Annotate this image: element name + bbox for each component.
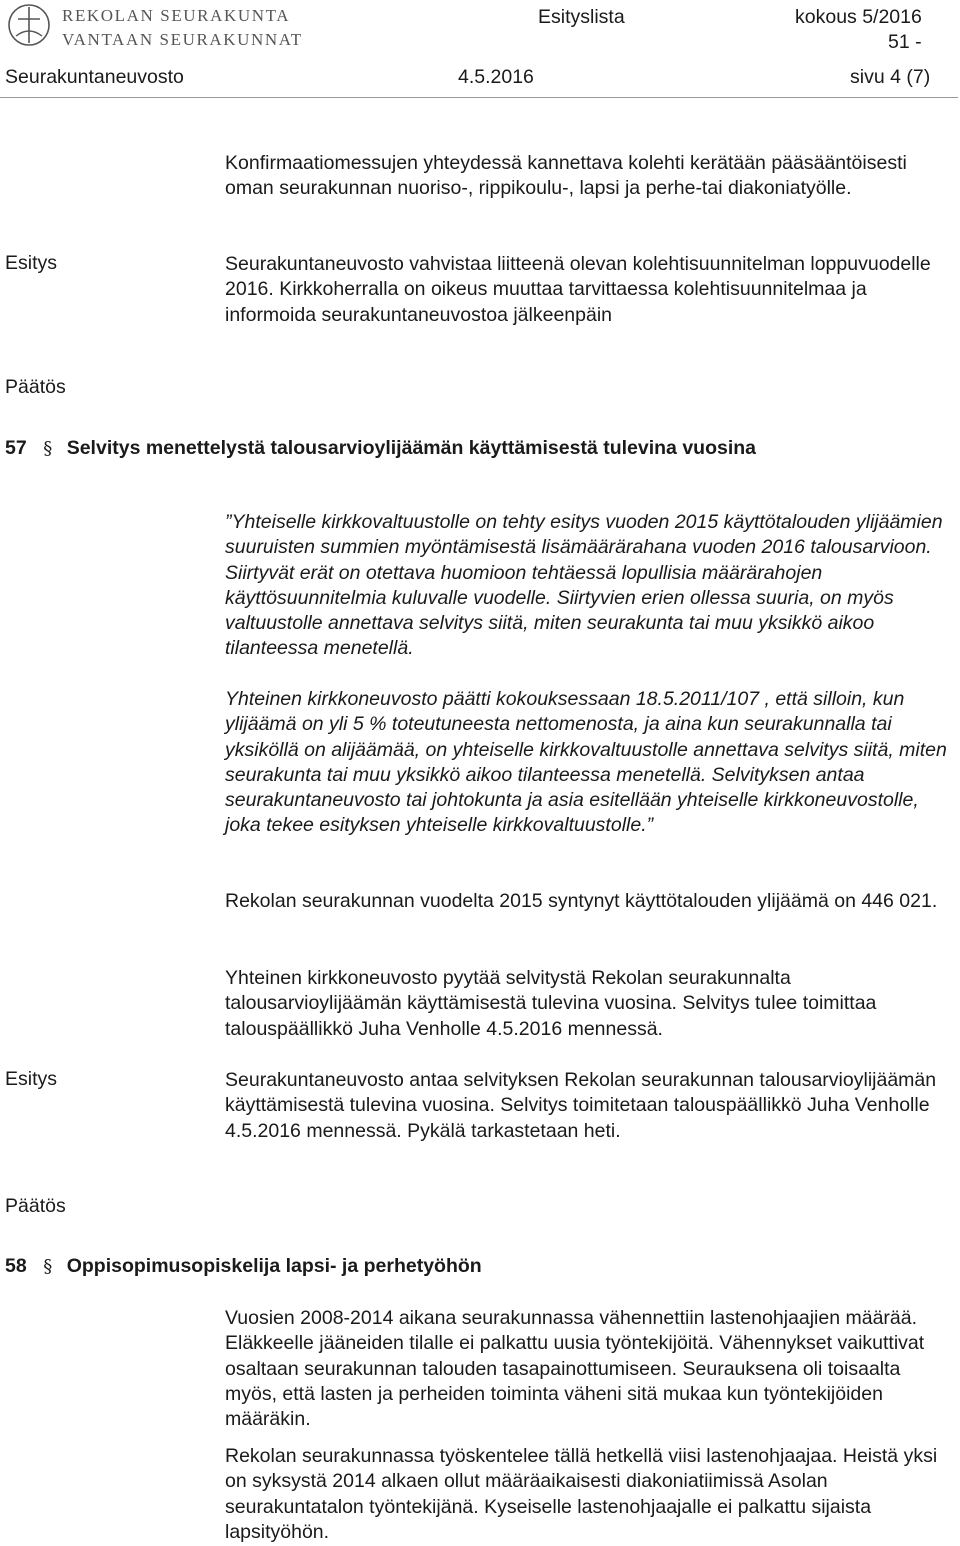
- side-label-esitys: Esitys: [5, 252, 58, 274]
- side-label-paatos-57: Päätös: [5, 1195, 66, 1217]
- section-57-heading: [5, 437, 756, 460]
- esitys-57-text: Seurakuntaneuvosto antaa selvityksen Rekolan seurakunnan talousarvioylijäämän käyttämisestä tulevina vuosina. Selvitys toimitetaan talouspäällikkö Juha Venholle 4.5.2016 mennessä. Pykälä tarkastetaan heti.: [225, 1069, 937, 1142]
- quote-paragraph-1: [225, 510, 955, 662]
- surplus-paragraph: [225, 889, 955, 914]
- section-sign-icon: §: [43, 438, 53, 459]
- side-label-esitys-57: Esitys: [5, 1068, 58, 1090]
- esitys-paragraph: [225, 252, 955, 328]
- quote-1-text: ”Yhteiselle kirkkovaltuustolle on tehty esitys vuoden 2015 käyttötalouden ylijäämien suuruisten summien myöntämisestä lisämäärärahana vuoden 2016 talousarvioon. Siirtyvät erät on otettava huomioon tehtäessä lopullisia määrärahojen käyttösuunnitelmia kuluvalle vuodelle. Siirtyvien erien ollessa suuria, on myös valtuustolle annettava selvitys siitä, miten seurakunta tai muu yksikkö aikoo tilanteessa menetellä.: [225, 511, 943, 660]
- section-58-text-2: Rekolan seurakunnassa työskentelee tällä hetkellä viisi lastenohjaajaa. Heistä yksi on syksystä 2014 alkaen ollut määräaikaisesti diakoniatiimissä Asolan seurakuntatalon työntekijänä. Kyseiselle lastenohjaajalle ei palkattu sijaista lapsityöhön.: [225, 1445, 938, 1543]
- org-name-line2: VANTAAN SEURAKUNNAT: [62, 30, 303, 49]
- quote-2-text: Yhteinen kirkkoneuvosto päätti kokouksessaan 18.5.2011/107 , että silloin, kun ylijäämä on yli 5 % toteutuneesta nettomenosta, ja aina kun seurakunnalla tai yksiköllä on alijäämää, on yhteiselle kirkkovaltuustolle annettava selvitys siitä, miten seurakunta tai muu yksikkö aikoo tilanteessa menetellä. Selvityksen antaa seurakuntaneuvosto tai johtokunta ja asia esitellään yhteiselle kirkkoneuvostolle, joka tekee esityksen yhteiselle kirkkovaltuustolle.”: [225, 688, 947, 837]
- surplus-text: Rekolan seurakunnan vuodelta 2015 syntynyt käyttötalouden ylijäämä on 446 021.: [225, 890, 938, 912]
- section-58-paragraph-1: [225, 1306, 955, 1432]
- section-57-number: 57: [5, 437, 27, 459]
- section-58-heading: [5, 1255, 482, 1278]
- meeting-date: 4.5.2016: [458, 66, 534, 88]
- request-paragraph: [225, 966, 955, 1042]
- esitys-text: Seurakuntaneuvosto vahvistaa liitteenä olevan kolehtisuunnitelman loppuvuodelle 2016. Kirkkoherralla on oikeus muuttaa tarvittaessa kolehtisuunnitelmaa ja informoida seurakuntaneuvostoa jälkeenpäin: [225, 253, 931, 326]
- org-name-line1: REKOLAN SEURAKUNTA: [62, 6, 291, 25]
- section-57-title: Selvitys menettelystä talousarvioylijäämän käyttämisestä tulevina vuosina: [66, 437, 757, 459]
- collection-paragraph: [225, 151, 955, 202]
- collection-text: Konfirmaatiomessujen yhteydessä kannettava kolehti kerätään pääsääntöisesti oman seurakunnan nuoriso-, rippikoulu-, lapsi ja perhe-tai diakoniatyölle.: [225, 152, 907, 200]
- page-number: sivu 4 (7): [850, 66, 931, 88]
- church-logo: [6, 2, 52, 48]
- request-text: Yhteinen kirkkoneuvosto pyytää selvitystä Rekolan seurakunnalta talousarvioylijäämän käyttämisestä tulevina vuosina. Selvitys tulee toimittaa talouspäällikkö Juha Venholle 4.5.2016 mennessä.: [225, 967, 877, 1040]
- side-label-paatos: Päätös: [5, 376, 66, 398]
- section-58-number: 58: [5, 1255, 27, 1277]
- section-58-title: Oppisopimusopiskelija lapsi- ja perhetyöhön: [66, 1255, 482, 1277]
- governing-body: Seurakuntaneuvosto: [5, 66, 184, 88]
- section-reference: 51 -: [888, 31, 922, 53]
- section-58-paragraph-2: [225, 1444, 955, 1545]
- header-divider: [0, 97, 958, 98]
- meeting-number: kokous 5/2016: [795, 6, 922, 28]
- section-58-text-1: Vuosien 2008-2014 aikana seurakunnassa vähennettiin lastenohjaajien määrää. Eläkkeelle jääneiden tilalle ei palkattu uusia työntekijöitä. Vähennykset vaikuttivat osaltaan seurakunnan talouden tasapainottumiseen. Seurauksena oli toisaalta myös, että lasten ja perheiden toiminta väheni sitä mukaa kun työntekijöiden määräkin.: [225, 1307, 925, 1431]
- quote-paragraph-2: [225, 687, 955, 839]
- doc-type: Esityslista: [538, 6, 625, 28]
- section-sign-icon: §: [43, 1256, 53, 1277]
- esitys-57-paragraph: [225, 1068, 955, 1144]
